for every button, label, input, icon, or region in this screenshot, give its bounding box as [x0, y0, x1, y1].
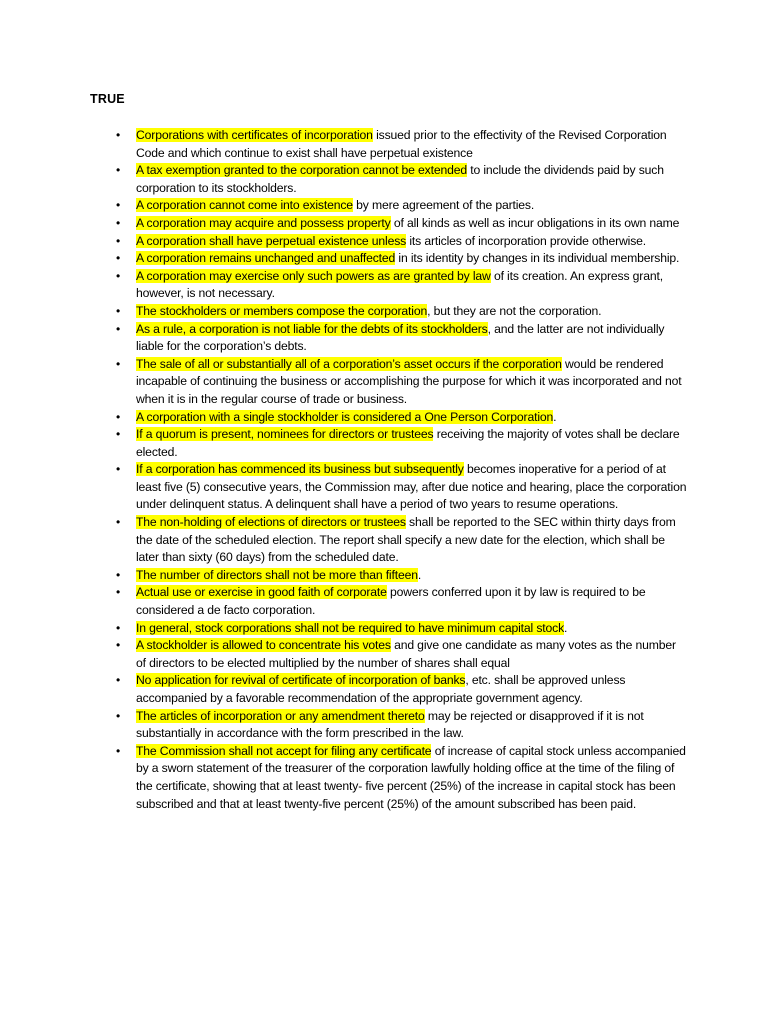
bullet-icon: • — [116, 251, 121, 266]
highlighted-text: The stockholders or members compose the corporation — [136, 303, 428, 318]
bullet-icon: • — [116, 128, 121, 142]
list-item — [116, 321, 688, 356]
highlighted-text: No application for revival of certificate of incorporation of banks — [136, 673, 466, 688]
highlighted-text: The articles of incorporation or any amendment thereto — [136, 708, 425, 723]
bullet-icon: • — [116, 673, 121, 688]
highlighted-text: If a quorum is present, nominees for directors or trustees — [136, 427, 434, 442]
bullet-icon: • — [116, 163, 121, 178]
highlighted-text: In general, stock corporations shall not be required to have minimum capital stock — [136, 620, 565, 635]
highlighted-text: The sale of all or substantially all of a corporation’s asset occurs if the corporation — [136, 356, 562, 371]
list-item — [116, 356, 688, 409]
bullet-icon: • — [116, 427, 121, 442]
body-text: of its creation. An express grant, however, is not necessary. — [136, 268, 663, 301]
list-item — [116, 567, 688, 585]
body-text: , and the latter are not individually liable for the corporation’s debts. — [136, 321, 665, 354]
bullet-icon: • — [116, 515, 121, 530]
bullet-icon: • — [116, 198, 121, 213]
list-item — [116, 461, 688, 514]
list-item — [116, 197, 688, 215]
highlighted-text: A stockholder is allowed to concentrate his votes — [136, 638, 391, 653]
list-item — [116, 584, 688, 619]
body-text: to include the dividends paid by such corporation to its stockholders. — [136, 163, 664, 195]
highlighted-text: As a rule, a corporation is not liable for the debts of its stockholders — [136, 321, 488, 336]
highlighted-text: A corporation may exercise only such powers as are granted by law — [136, 268, 491, 283]
highlighted-text: A corporation may acquire and possess property — [136, 215, 391, 230]
highlighted-text: A corporation shall have perpetual existence unless — [136, 233, 407, 248]
body-text: becomes inoperative for a period of at least five (5) consecutive years, the Commission may, after due notice and hearing, place the corporation under delinquent status. A delinquent shall have a period of two years to resume operations. — [136, 462, 687, 512]
list-item — [116, 672, 688, 707]
body-text: would be rendered incapable of continuing the business or accomplishing the purpose for which it was incorporated and not when it is in the regular course of trade or business. — [136, 356, 682, 406]
highlighted-text: Actual use or exercise in good faith of corporate — [136, 585, 387, 600]
highlighted-text: A corporation cannot come into existence — [136, 198, 353, 213]
list-item — [116, 233, 688, 251]
body-text: its articles of incorporation provide otherwise. — [406, 233, 647, 248]
body-text: receiving the majority of votes shall be declare elected. — [136, 427, 680, 459]
body-text: . — [417, 567, 422, 582]
body-text: and give one candidate as many votes as the number of directors to be elected multiplied by the number of shares shall equal — [136, 638, 676, 670]
list-item — [116, 514, 688, 567]
list-item — [116, 162, 688, 197]
bullet-icon: • — [116, 321, 121, 336]
bullet-icon: • — [116, 233, 121, 248]
bullet-icon: • — [116, 409, 121, 424]
highlighted-text: Corporations with certificates of incorporation — [136, 128, 373, 142]
list-item — [116, 250, 688, 268]
bullet-icon: • — [116, 268, 121, 283]
body-text: of increase of capital stock unless accompanied by a sworn statement of the treasurer of the corporation lawfully holding office at the time of the filing of the certificate, showing that at least twenty- five percent (25%) of the increase in capital stock has been subscribed and that at least twenty-five percent (25%) of the amount subscribed has been paid. — [136, 743, 686, 811]
body-text: shall be reported to the SEC within thirty days from the date of the scheduled election. The report shall specify a new date for the election, which shall be later than sixty (60 days) from the scheduled date. — [136, 515, 676, 565]
body-text: . — [564, 620, 568, 635]
list-item — [116, 637, 688, 672]
highlighted-text: A corporation remains unchanged and unaffected — [136, 251, 396, 266]
body-text: powers conferred upon it by law is required to be considered a de facto corporation. — [136, 585, 646, 618]
highlighted-text: A corporation with a single stockholder is considered a One Person Corporation — [136, 409, 554, 424]
bullet-icon: • — [116, 585, 121, 600]
statement-list — [116, 127, 688, 813]
list-item — [116, 127, 688, 162]
body-text: , etc. shall be approved unless accompanied by a favorable recommendation of the appropriate government agency. — [136, 673, 626, 705]
list-item — [116, 620, 688, 638]
list-item — [116, 303, 688, 321]
body-text: in its identity by changes in its individual membership. — [395, 251, 680, 266]
body-text: by mere agreement of the parties. — [352, 198, 535, 213]
bullet-icon: • — [116, 743, 121, 758]
list-item — [116, 268, 688, 303]
list-item — [116, 215, 688, 233]
body-text: of all kinds as well as incur obligations in its own name — [390, 215, 680, 230]
bullet-icon: • — [116, 638, 121, 653]
list-item — [116, 409, 688, 427]
highlighted-text: The Commission shall not accept for filing any certificate — [136, 743, 432, 758]
bullet-icon: • — [116, 708, 121, 723]
highlighted-text: A tax exemption granted to the corporation cannot be extended — [136, 163, 467, 178]
bullet-icon: • — [116, 356, 121, 371]
list-item — [116, 708, 688, 743]
body-text: may be rejected or disapproved if it is not substantially in accordance with the form prescribed in the law. — [136, 708, 644, 741]
highlighted-text: The number of directors shall not be more than fifteen — [136, 567, 418, 582]
page-heading: TRUE — [90, 92, 125, 106]
bullet-icon: • — [116, 620, 121, 635]
body-text: , but they are not the corporation. — [427, 303, 602, 318]
highlighted-text: If a corporation has commenced its business but subsequently — [136, 462, 464, 477]
bullet-icon: • — [116, 215, 121, 230]
bullet-icon: • — [116, 303, 121, 318]
bullet-icon: • — [116, 462, 121, 477]
list-item — [116, 426, 688, 461]
body-text: . — [553, 409, 557, 424]
highlighted-text: The non-holding of elections of directors or trustees — [136, 515, 406, 530]
list-item — [116, 743, 688, 813]
bullet-icon: • — [116, 567, 121, 582]
body-text: issued prior to the effectivity of the Revised Corporation Code and which continue to exist shall have perpetual existence — [136, 128, 667, 160]
